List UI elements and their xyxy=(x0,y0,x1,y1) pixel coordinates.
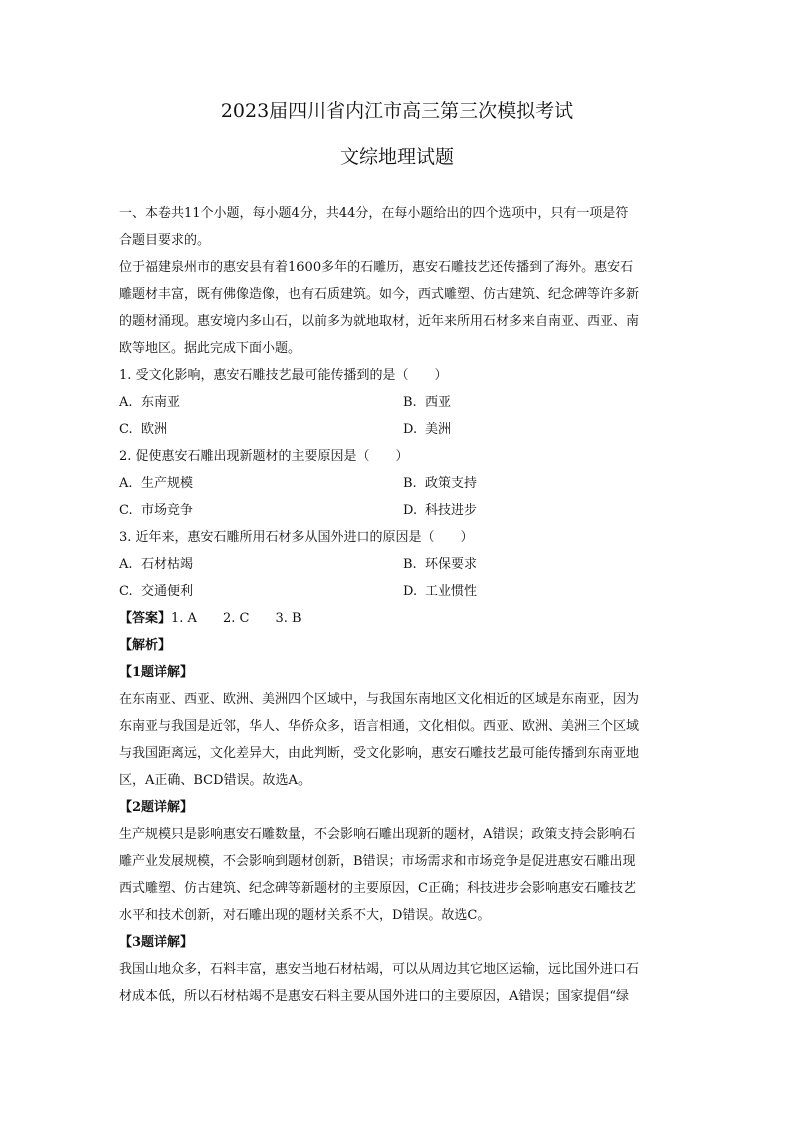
detail-line: 我国山地众多，石料丰富，惠安当地石材枯竭，可以从周边其它地区运输，远比国外进口石 xyxy=(119,962,640,977)
option-row xyxy=(119,497,676,524)
option-letter: C. xyxy=(119,422,133,437)
question-stem: 3. 近年来，惠安石雕所用石材多从国外进口的原因是（ ） xyxy=(119,530,474,545)
option-letter: B. xyxy=(403,557,417,572)
option-text: 交通便利 xyxy=(141,584,194,599)
option-row xyxy=(119,551,676,578)
option-row xyxy=(119,389,676,416)
option-letter: B. xyxy=(403,395,417,410)
option-text: 美洲 xyxy=(425,422,452,437)
answer-item: 3. B xyxy=(275,611,302,626)
detail-line: 雕产业发展规模，不会影响到题材创新，B错误；市场需求和市场竞争是促进惠安石雕出现 xyxy=(119,854,636,869)
option-letter: D. xyxy=(403,584,418,599)
option-row xyxy=(119,470,676,497)
option-c xyxy=(119,578,193,605)
option-text: 科技进步 xyxy=(425,503,478,518)
option-a xyxy=(119,470,193,497)
document-subtitle: 文综地理试题 xyxy=(339,146,454,168)
option-d xyxy=(403,578,477,605)
detail-line: 水平和技术创新，对石雕出现的题材关系不大，D错误。故选C。 xyxy=(119,908,491,923)
option-text: 市场竞争 xyxy=(141,503,194,518)
detail-line: 材成本低，所以石材枯竭不是惠安石料主要从国外进口的主要原因，A错误；国家提倡“绿 xyxy=(119,989,630,1004)
passage-line: 欧等地区。据此完成下面小题。 xyxy=(119,341,302,356)
option-letter: C. xyxy=(119,503,133,518)
document-title: 2023届四川省内江市高三第三次模拟考试 xyxy=(220,100,574,122)
option-text: 生产规模 xyxy=(141,476,194,491)
option-text: 环保要求 xyxy=(425,557,478,572)
passage-line: 位于福建泉州市的惠安县有着1600多年的石雕历，惠安石雕技艺还传播到了海外。惠安石 xyxy=(119,260,634,275)
detail-line: 区，A正确、BCD错误。故选A。 xyxy=(119,773,311,788)
detail-label: 【3题详解】 xyxy=(119,935,194,950)
detail-label: 【2题详解】 xyxy=(119,800,194,815)
answer-item: 2. C xyxy=(222,611,250,626)
passage-line: 的题材涌现。惠安境内多山石，以前多为就地取材，近年来所用石材多来自南亚、西亚、南 xyxy=(119,314,640,329)
instruction-line: 一、本卷共11个小题，每小题4分，共44分，在每小题给出的四个选项中，只有一项是符 xyxy=(119,206,629,221)
answer-item: 1. A xyxy=(171,611,197,626)
analysis-label: 【解析】 xyxy=(119,638,172,653)
answer-line xyxy=(119,605,676,632)
detail-line: 西式雕塑、仿古建筑、纪念碑等新题材的主要原因，C正确；科技进步会影响惠安石雕技艺 xyxy=(119,881,636,896)
option-letter: C. xyxy=(119,584,133,599)
option-b xyxy=(403,470,477,497)
question-stem: 2. 促使惠安石雕出现新题材的主要原因是（ ） xyxy=(119,449,409,464)
option-letter: D. xyxy=(403,503,418,518)
detail-line: 东南亚与我国是近邻，华人、华侨众多，语言相通，文化相似。西亚、欧洲、美洲三个区域 xyxy=(119,719,640,734)
option-letter: A. xyxy=(119,395,133,410)
detail-line: 与我国距离远，文化差异大，由此判断，受文化影响，惠安石雕技艺最可能传播到东南亚地 xyxy=(119,746,640,761)
detail-line: 生产规模只是影响惠安石雕数量，不会影响石雕出现新的题材，A错误；政策支持会影响石 xyxy=(119,827,636,842)
instruction-line: 合题目要求的。 xyxy=(119,233,211,248)
option-letter: A. xyxy=(119,557,133,572)
option-text: 东南亚 xyxy=(141,395,181,410)
option-row xyxy=(119,578,676,605)
option-a xyxy=(119,551,193,578)
option-d xyxy=(403,416,451,443)
question-stem: 1. 受文化影响，惠安石雕技艺最可能传播到的是（ ） xyxy=(119,368,448,383)
option-letter: B. xyxy=(403,476,417,491)
option-c xyxy=(119,416,167,443)
option-b xyxy=(403,389,451,416)
option-a xyxy=(119,389,180,416)
option-row xyxy=(119,416,676,443)
option-text: 石材枯竭 xyxy=(141,557,194,572)
passage-line: 雕题材丰富，既有佛像造像，也有石质建筑。如今，西式雕塑、仿古建筑、纪念碑等许多新 xyxy=(119,287,640,302)
option-c xyxy=(119,497,193,524)
option-b xyxy=(403,551,477,578)
option-text: 工业惯性 xyxy=(425,584,478,599)
option-text: 西亚 xyxy=(425,395,452,410)
document-body xyxy=(119,200,676,1010)
option-text: 欧洲 xyxy=(141,422,168,437)
detail-label: 【1题详解】 xyxy=(119,665,194,680)
answer-label: 【答案】 xyxy=(119,611,172,626)
option-letter: A. xyxy=(119,476,133,491)
detail-line: 在东南亚、西亚、欧洲、美洲四个区域中，与我国东南地区文化相近的区域是东南亚，因为 xyxy=(119,692,640,707)
option-d xyxy=(403,497,477,524)
option-letter: D. xyxy=(403,422,418,437)
option-text: 政策支持 xyxy=(425,476,478,491)
